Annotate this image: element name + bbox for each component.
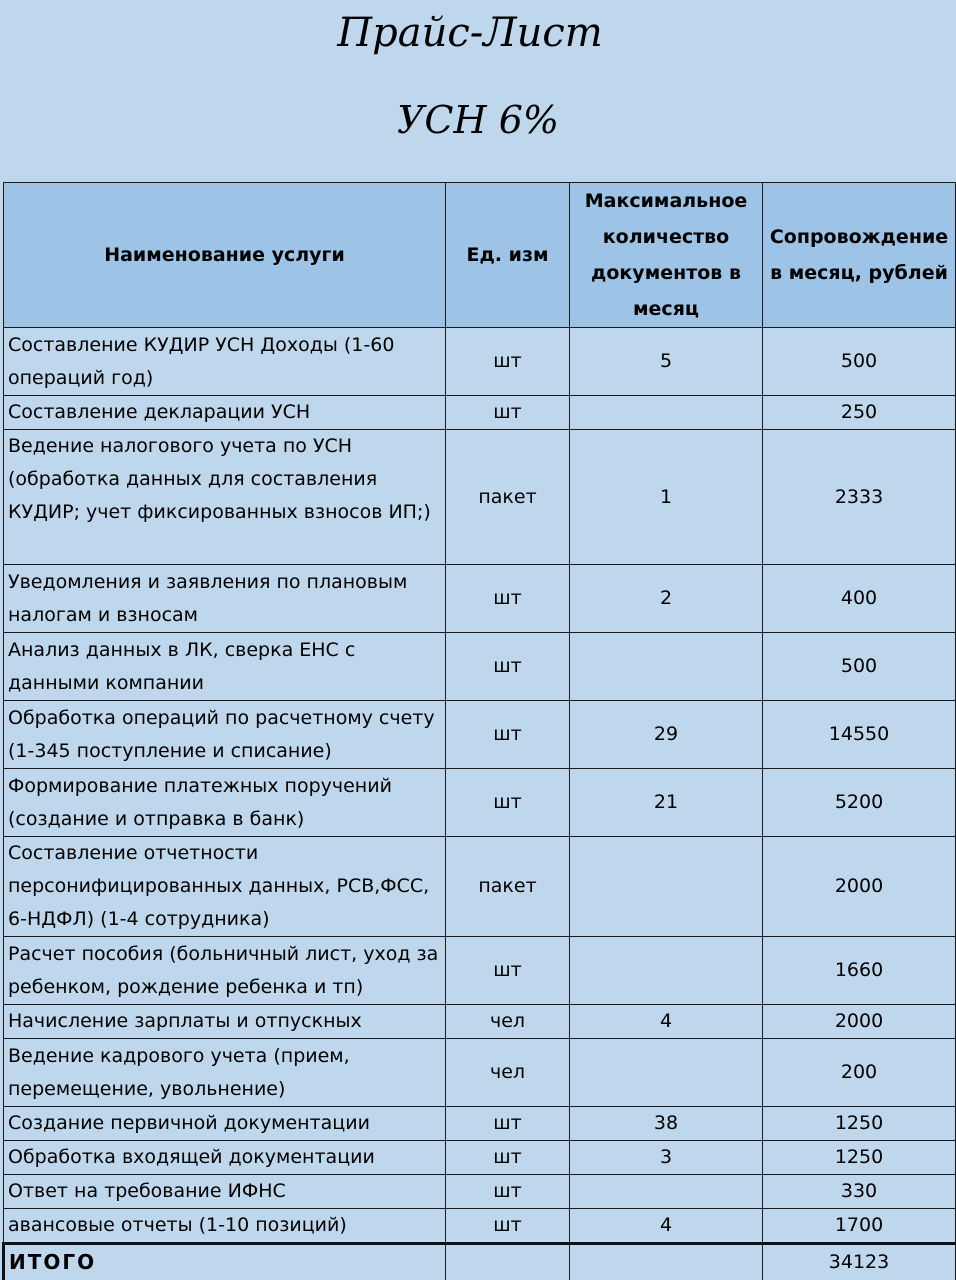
page-title: Прайс-Лист xyxy=(337,10,603,56)
price-cell: 2333 xyxy=(763,430,956,565)
table-row xyxy=(4,701,956,769)
max-docs-cell xyxy=(570,1039,763,1107)
unit-cell: шт xyxy=(446,328,570,396)
unit-cell: шт xyxy=(446,565,570,633)
price-cell: 1660 xyxy=(763,937,956,1005)
price-cell: 500 xyxy=(763,633,956,701)
total-row xyxy=(4,1244,956,1280)
service-name-cell: Создание первичной документации xyxy=(4,1107,446,1141)
service-name-cell: Обработка входящей документации xyxy=(4,1141,446,1175)
table-row xyxy=(4,1107,956,1141)
max-docs-cell xyxy=(570,1175,763,1209)
page-subtitle: УСН 6% xyxy=(396,98,560,142)
table-row xyxy=(4,633,956,701)
unit-cell: шт xyxy=(446,633,570,701)
unit-cell: пакет xyxy=(446,430,570,565)
unit-cell: шт xyxy=(446,1141,570,1175)
max-docs-cell: 5 xyxy=(570,328,763,396)
table-row xyxy=(4,1039,956,1107)
price-table xyxy=(2,182,956,1280)
service-name-cell: Уведомления и заявления по плановым налогам и взносам xyxy=(4,565,446,633)
service-name-cell: Анализ данных в ЛК, сверка ЕНС с данными компании xyxy=(4,633,446,701)
price-cell: 5200 xyxy=(763,769,956,837)
table-row xyxy=(4,1209,956,1244)
unit-cell: шт xyxy=(446,396,570,430)
max-docs-cell xyxy=(570,396,763,430)
service-name-cell: Ответ на требование ИФНС xyxy=(4,1175,446,1209)
service-name-cell: Формирование платежных поручений (создание и отправка в банк) xyxy=(4,769,446,837)
price-cell: 2000 xyxy=(763,837,956,937)
unit-cell: шт xyxy=(446,701,570,769)
table-row xyxy=(4,328,956,396)
column-header-unit: Ед. изм xyxy=(446,183,570,328)
column-header-price: Сопровождение в месяц, рублей xyxy=(763,183,956,328)
unit-cell: пакет xyxy=(446,837,570,937)
service-name-cell: Обработка операций по расчетному счету (1-345 поступление и списание) xyxy=(4,701,446,769)
price-cell: 330 xyxy=(763,1175,956,1209)
service-name-cell: Составление декларации УСН xyxy=(4,396,446,430)
table-row xyxy=(4,837,956,937)
header xyxy=(0,0,956,182)
service-name-cell: Составление КУДИР УСН Доходы (1-60 операций год) xyxy=(4,328,446,396)
price-cell: 400 xyxy=(763,565,956,633)
price-cell: 200 xyxy=(763,1039,956,1107)
price-cell: 500 xyxy=(763,328,956,396)
table-row xyxy=(4,1175,956,1209)
unit-cell: чел xyxy=(446,1005,570,1039)
max-docs-cell: 4 xyxy=(570,1209,763,1244)
unit-cell: шт xyxy=(446,1107,570,1141)
max-docs-cell: 4 xyxy=(570,1005,763,1039)
column-header-service: Наименование услуги xyxy=(4,183,446,328)
table-header-row xyxy=(4,183,956,328)
price-cell: 1250 xyxy=(763,1107,956,1141)
max-docs-cell: 38 xyxy=(570,1107,763,1141)
table-row xyxy=(4,1005,956,1039)
price-cell: 1250 xyxy=(763,1141,956,1175)
column-header-max-docs: Максимальное количество документов в месяц xyxy=(570,183,763,328)
max-docs-cell: 1 xyxy=(570,430,763,565)
table-row xyxy=(4,565,956,633)
table-row xyxy=(4,769,956,837)
table-row xyxy=(4,396,956,430)
unit-cell: шт xyxy=(446,937,570,1005)
table-row xyxy=(4,937,956,1005)
price-cell: 2000 xyxy=(763,1005,956,1039)
max-docs-cell xyxy=(570,937,763,1005)
service-name-cell: Ведение кадрового учета (прием, перемещение, увольнение) xyxy=(4,1039,446,1107)
table-row xyxy=(4,430,956,565)
total-price: 34123 xyxy=(763,1244,956,1280)
max-docs-cell: 21 xyxy=(570,769,763,837)
service-name-cell: Расчет пособия (больничный лист, уход за ребенком, рождение ребенка и тп) xyxy=(4,937,446,1005)
price-cell: 14550 xyxy=(763,701,956,769)
price-cell: 1700 xyxy=(763,1209,956,1244)
service-name-cell: Составление отчетности персонифицированных данных, РСВ,ФСС, 6-НДФЛ) (1-4 сотрудника) xyxy=(4,837,446,937)
max-docs-cell: 2 xyxy=(570,565,763,633)
unit-cell: шт xyxy=(446,1175,570,1209)
unit-cell: шт xyxy=(446,769,570,837)
table-row xyxy=(4,1141,956,1175)
max-docs-cell xyxy=(570,633,763,701)
max-docs-cell: 3 xyxy=(570,1141,763,1175)
total-label: ИТОГО xyxy=(4,1244,446,1280)
unit-cell: шт xyxy=(446,1209,570,1244)
service-name-cell: авансовые отчеты (1-10 позиций) xyxy=(4,1209,446,1244)
service-name-cell: Ведение налогового учета по УСН (обработка данных для составления КУДИР; учет фиксированных взносов ИП;) xyxy=(4,430,446,565)
max-docs-cell: 29 xyxy=(570,701,763,769)
price-cell: 250 xyxy=(763,396,956,430)
unit-cell: чел xyxy=(446,1039,570,1107)
max-docs-cell xyxy=(570,837,763,937)
service-name-cell: Начисление зарплаты и отпускных xyxy=(4,1005,446,1039)
